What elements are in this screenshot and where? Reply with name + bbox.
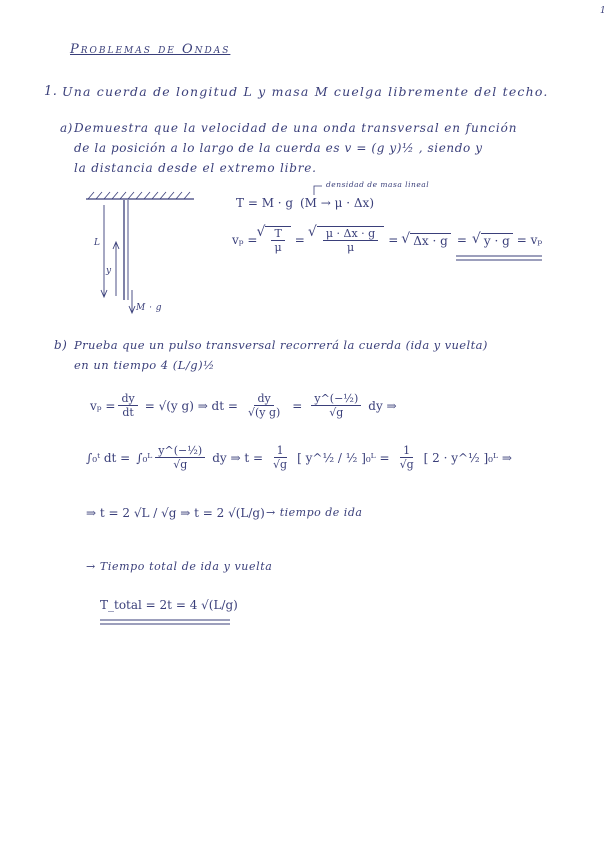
page-title: Problemas de Ondas bbox=[70, 42, 231, 57]
eq1-dt: dt bbox=[122, 406, 134, 419]
frac-den-mu2: μ bbox=[346, 241, 355, 254]
sqrt-dx-g: √ Δx · g bbox=[410, 233, 451, 248]
diagram-label-Mg: M · g bbox=[136, 303, 163, 313]
diagram-label-L: L bbox=[94, 238, 101, 248]
sqrt-mu-dx-g bbox=[317, 226, 384, 254]
eq2-ym: y^(−½) bbox=[155, 444, 205, 458]
frac-den-mu: μ bbox=[274, 241, 282, 254]
eq1-mid: = √(y g) ⇒ dt = bbox=[144, 398, 238, 413]
annotation-linear-density: densidad de masa lineal bbox=[326, 180, 430, 189]
eq1-eq: = bbox=[292, 398, 303, 413]
eq-b-2 bbox=[86, 444, 512, 471]
eq1-dy2: dy bbox=[254, 392, 273, 406]
eq-tension-a: T = M · g bbox=[236, 196, 294, 210]
eq1-syg: √(y g) bbox=[247, 406, 281, 419]
eq2-sg2: √g bbox=[273, 458, 288, 471]
eq2-1: 1 bbox=[274, 444, 287, 458]
part-b-line-2: en un tiempo 4 (L/g)½ bbox=[74, 358, 215, 372]
eq2-1b: 1 bbox=[400, 444, 413, 458]
eq-tension-b: (M → μ · Δx) bbox=[300, 196, 375, 210]
eq2-int2: ∫₀ᴸ bbox=[136, 450, 153, 465]
problem-statement: Una cuerda de longitud L y masa M cuelga libremente del techo. bbox=[62, 84, 549, 99]
sqrt-y-g: √ y · g bbox=[481, 233, 513, 248]
eq-b-3: ⇒ t = 2 √L / √g ⇒ t = 2 √(L/g) bbox=[86, 506, 265, 520]
part-a-line-2: de la posición a lo largo de la cuerda es v = (g y)½ , siendo y bbox=[74, 141, 483, 155]
eq-v-lhs: vₚ = bbox=[232, 233, 258, 247]
frac-num-mudxg: √ μ · Δx · g bbox=[323, 227, 378, 241]
eq1-dy: dy bbox=[118, 392, 137, 406]
frac-num-T: √ T bbox=[271, 227, 284, 241]
eq1-ym: y^(−½) bbox=[311, 392, 361, 406]
problem-number: 1. bbox=[44, 84, 58, 99]
part-a-line-3: la distancia desde el extremo libre. bbox=[74, 161, 317, 175]
eq2-sg: √g bbox=[173, 458, 188, 471]
eq-result-vp: = vₚ bbox=[516, 233, 543, 247]
eq1-lhs: vₚ = bbox=[90, 398, 116, 413]
part-a-line-1: Demuestra que la velocidad de una onda transversal en función bbox=[74, 121, 518, 135]
eq-b-1 bbox=[90, 392, 397, 419]
eq2-sg3: √g bbox=[399, 458, 414, 471]
part-b-label: b) bbox=[54, 338, 68, 352]
total-equation: T_total = 2t = 4 √(L/g) bbox=[100, 598, 238, 612]
total-label: → Tiempo total de ida y vuelta bbox=[86, 560, 273, 573]
eq1-end: dy ⇒ bbox=[368, 398, 397, 413]
sqrt-T-mu bbox=[265, 226, 290, 254]
eq3-note: → tiempo de ida bbox=[266, 506, 363, 519]
part-a-label: a) bbox=[60, 121, 73, 135]
eq2-int1: ∫₀ᵗ dt = bbox=[86, 450, 131, 465]
diagram-label-y: y bbox=[106, 266, 112, 276]
part-b-line-1: Prueba que un pulso transversal recorrerá la cuerda (ida y vuelta) bbox=[74, 338, 488, 352]
eq1-sg: √g bbox=[329, 406, 344, 419]
eq-velocity: vₚ = √ $\frac{T}{\mu}$ = √ $\frac{\mu \cdot \Delta x \cdot g}{\mu}$ = √ Δx · g = √ y · g = vₚ bbox=[232, 226, 542, 254]
eq2-bracket: [ y^½ / ½ ]₀ᴸ = bbox=[297, 450, 390, 465]
page-number: 1 bbox=[600, 6, 607, 16]
eq2-bracket2: [ 2 · y^½ ]₀ᴸ ⇒ bbox=[423, 450, 512, 465]
eq2-dy: dy ⇒ t = bbox=[212, 450, 264, 465]
